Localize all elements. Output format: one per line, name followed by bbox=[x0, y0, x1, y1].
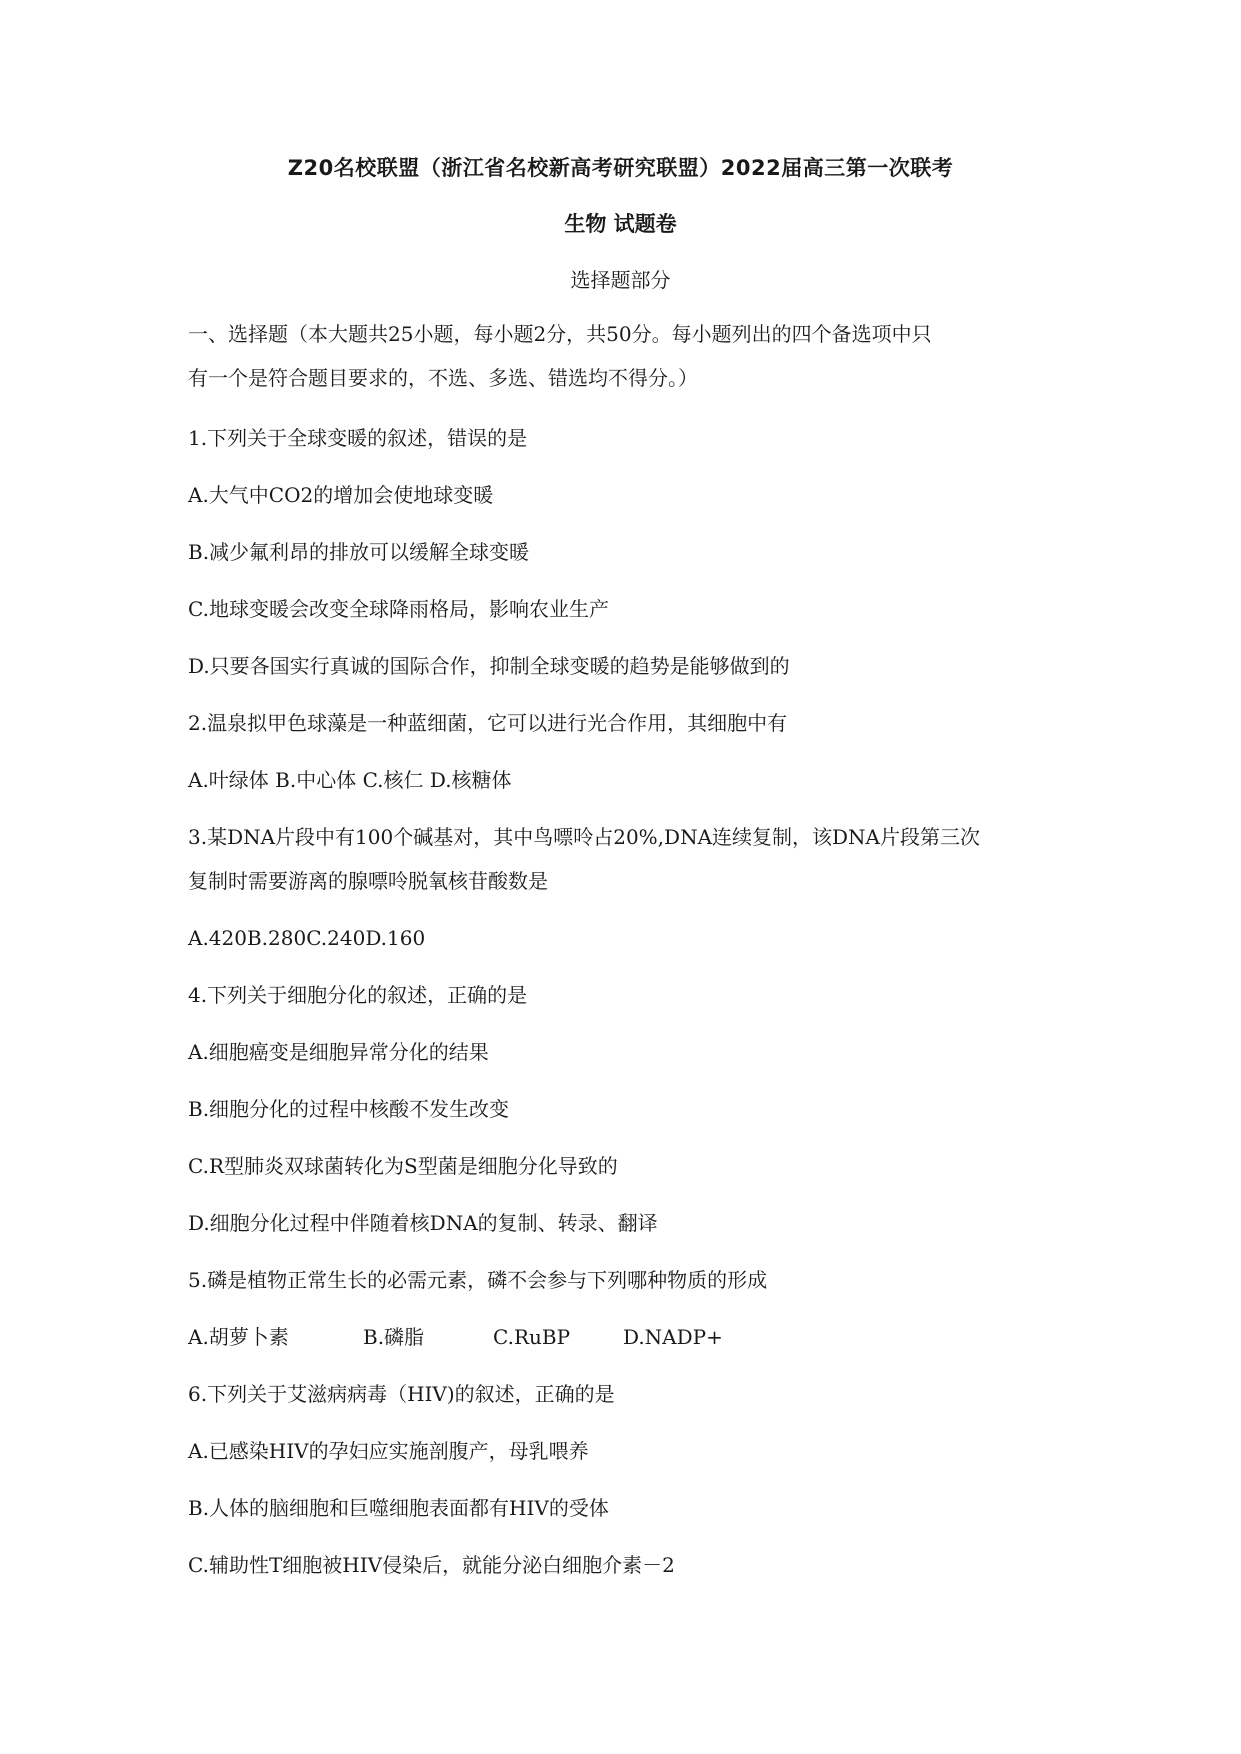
question-6-stem: 6.下列关于艾滋病病毒（HIV)的叙述，正确的是 bbox=[188, 1382, 615, 1406]
section-heading: 选择题部分 bbox=[570, 268, 671, 292]
question-5-option-c: C.RuBP bbox=[493, 1325, 571, 1349]
question-1-option-d: D.只要各国实行真诚的国际合作，抑制全球变暖的趋势是能够做到的 bbox=[188, 654, 790, 678]
exam-title: Z20名校联盟（浙江省名校新高考研究联盟）2022届高三第一次联考 bbox=[287, 156, 954, 180]
question-5-stem: 5.磷是植物正常生长的必需元素，磷不会参与下列哪种物质的形成 bbox=[188, 1268, 768, 1292]
question-6-option-c: C.辅助性T细胞被HIV侵染后，就能分泌白细胞介素－2 bbox=[188, 1553, 675, 1577]
question-3-options: A.420B.280C.240D.160 bbox=[188, 926, 426, 950]
question-3-stem-line-1: 3.某DNA片段中有100个碱基对，其中鸟嘌呤占20%,DNA连续复制，该DNA片段第三次 bbox=[188, 825, 981, 849]
question-4-option-c: C.R型肺炎双球菌转化为S型菌是细胞分化导致的 bbox=[188, 1154, 618, 1178]
question-6-option-b: B.人体的脑细胞和巨噬细胞表面都有HIV的受体 bbox=[188, 1496, 609, 1520]
question-5-option-b: B.磷脂 bbox=[363, 1325, 425, 1349]
question-1-option-b: B.减少氟利昂的排放可以缓解全球变暖 bbox=[188, 540, 530, 564]
exam-subtitle: 生物 试题卷 bbox=[564, 212, 677, 236]
question-5-option-a: A.胡萝卜素 bbox=[188, 1325, 289, 1349]
question-3-stem-line-2: 复制时需要游离的腺嘌呤脱氧核苷酸数是 bbox=[188, 869, 548, 893]
question-1-stem: 1.下列关于全球变暖的叙述，错误的是 bbox=[188, 426, 528, 450]
question-5-option-d: D.NADP+ bbox=[623, 1325, 723, 1349]
instructions-line-2: 有一个是符合题目要求的，不选、多选、错选均不得分。） bbox=[188, 366, 698, 390]
question-1-option-c: C.地球变暖会改变全球降雨格局，影响农业生产 bbox=[188, 597, 609, 621]
question-5-options bbox=[188, 1323, 1068, 1351]
question-4-option-b: B.细胞分化的过程中核酸不发生改变 bbox=[188, 1097, 510, 1121]
question-4-stem: 4.下列关于细胞分化的叙述，正确的是 bbox=[188, 983, 528, 1007]
question-4-option-a: A.细胞癌变是细胞异常分化的结果 bbox=[188, 1040, 489, 1064]
question-2-stem: 2.温泉拟甲色球藻是一种蓝细菌，它可以进行光合作用，其细胞中有 bbox=[188, 711, 788, 735]
question-4-option-d: D.细胞分化过程中伴随着核DNA的复制、转录、翻译 bbox=[188, 1211, 658, 1235]
question-2-options: A.叶绿体 B.中心体 C.核仁 D.核糖体 bbox=[188, 768, 512, 792]
question-6-option-a: A.已感染HIV的孕妇应实施剖腹产，母乳喂养 bbox=[188, 1439, 589, 1463]
question-1-option-a: A.大气中CO2的增加会使地球变暖 bbox=[188, 483, 494, 507]
instructions-line-1: 一、选择题（本大题共25小题，每小题2分，共50分。每小题列出的四个备选项中只 bbox=[188, 322, 932, 346]
